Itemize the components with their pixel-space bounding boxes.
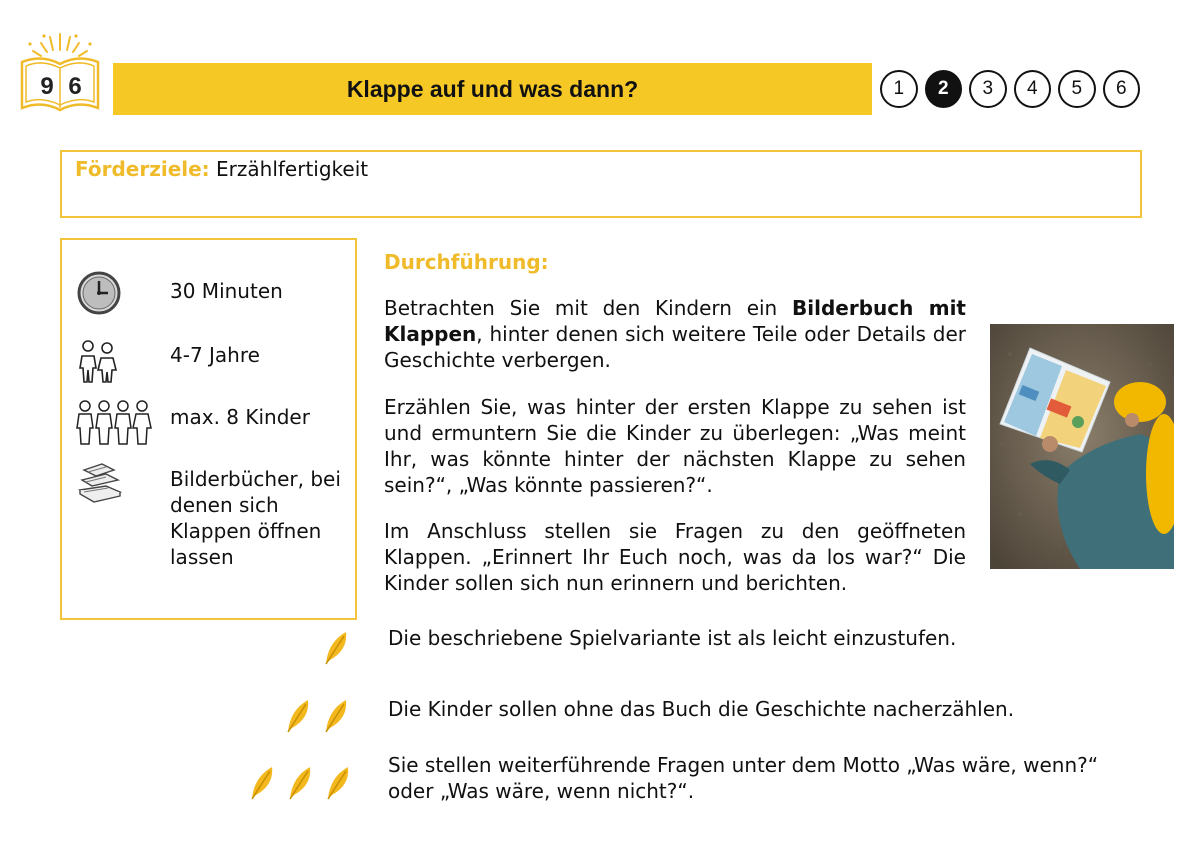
title-banner <box>113 63 872 115</box>
group-children-icon <box>76 398 152 446</box>
child-reading-photo <box>990 324 1174 569</box>
level-circle: 4 <box>1014 70 1052 108</box>
goals-label: Förderziele: <box>75 157 210 181</box>
procedure-emphasis: Bilderbuch mit Klappen <box>384 296 966 346</box>
logo-number <box>29 70 93 104</box>
level-circle: 5 <box>1058 70 1096 108</box>
procedure-paragraph-3: Im Anschluss stellen sie Fragen zu den geöffneten Klappen. „Erinnert Ihr Euch noch, was da los war?“ Die Kinder sollen sich nun erinnern und berichten. <box>384 519 966 595</box>
clock-icon <box>76 270 122 316</box>
level-circle-active: 2 <box>925 70 963 108</box>
materials-text: Bilderbücher, bei denen sich Klappen öffnen lassen <box>170 467 341 569</box>
procedure-text: Betrachten Sie mit den Kindern ein <box>384 296 793 320</box>
feather-icon <box>284 698 312 734</box>
procedure-paragraph-2: Erzählen Sie, was hinter der ersten Klappe zu sehen ist und ermuntern Sie die Kinder zu überlegen: „Was meint Ihr, was könnte hinter der nächsten Klappe zu sehen sein?“, „Was könnte passieren?“. <box>384 395 966 497</box>
feather-icon <box>322 630 350 666</box>
page-title: Klappe auf und was dann? <box>346 75 639 102</box>
duration-text: 30 Minuten <box>170 279 283 303</box>
difficulty-level-1-text: Die beschriebene Spielvariante ist als leicht einzustufen. <box>388 626 957 650</box>
goals-line <box>75 157 368 181</box>
logo-digit: 9 <box>40 73 54 100</box>
procedure-text: , hinter denen sich weitere Teile oder Details der Geschichte verbergen. <box>384 322 966 372</box>
feather-icon <box>324 765 352 801</box>
feather-icon <box>322 698 350 734</box>
logo-digit: 6 <box>68 73 82 100</box>
books-icon <box>76 462 124 504</box>
difficulty-level-1-icons <box>322 630 350 666</box>
level-circle: 3 <box>969 70 1007 108</box>
difficulty-level-3-text: Sie stellen weiterführende Fragen unter dem Motto „Was wäre, wenn?“ oder „Was wäre, wenn nicht?“. <box>388 753 1099 803</box>
two-children-icon <box>76 338 120 384</box>
difficulty-level-3-icons <box>248 765 352 801</box>
procedure-heading: Durchführung: <box>384 250 549 274</box>
age-text: 4-7 Jahre <box>170 343 260 367</box>
feather-icon <box>286 765 314 801</box>
group-size-text: max. 8 Kinder <box>170 405 310 429</box>
feather-icon <box>248 765 276 801</box>
procedure-paragraph-1 <box>384 295 966 373</box>
difficulty-level-2-icons <box>284 698 350 734</box>
level-indicator <box>880 70 1140 108</box>
level-circle: 6 <box>1103 70 1141 108</box>
level-circle: 1 <box>880 70 918 108</box>
difficulty-level-2-text: Die Kinder sollen ohne das Buch die Geschichte nacherzählen. <box>388 697 1015 721</box>
goals-value: Erzählfertigkeit <box>216 157 369 181</box>
